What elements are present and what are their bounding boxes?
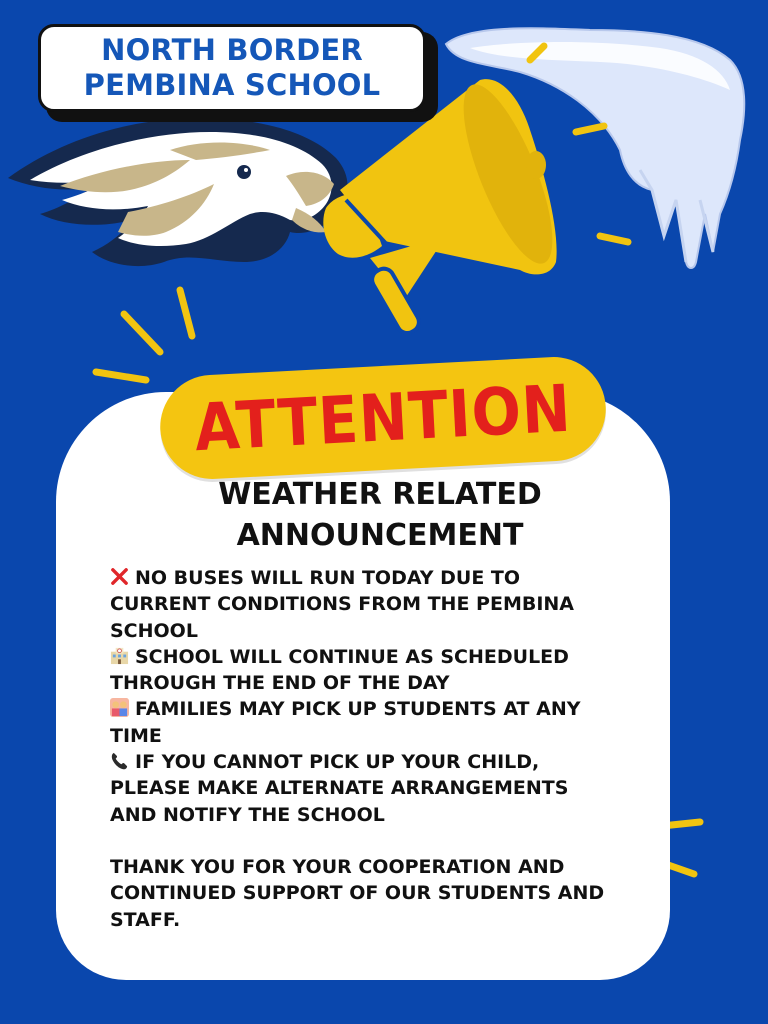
eagle-logo-icon	[8, 118, 348, 266]
notice-item	[110, 644, 650, 697]
school-name-line2: PEMBINA SCHOOL	[83, 68, 381, 102]
notice-line: TIME	[110, 724, 162, 747]
headline-line1: WEATHER RELATED	[218, 477, 542, 512]
school-name-line1: NORTH BORDER	[101, 33, 363, 67]
notice-line: PLEASE MAKE ALTERNATE ARRANGEMENTS	[110, 777, 569, 800]
closing-line: STAFF.	[110, 908, 181, 931]
announcement-body	[110, 565, 650, 933]
school-title-box	[38, 24, 426, 112]
notice-line: SCHOOL WILL CONTINUE AS SCHEDULED	[110, 644, 650, 670]
notice-item	[110, 696, 650, 749]
announcement-headline	[170, 474, 590, 556]
attention-label: ATTENTION	[192, 370, 574, 466]
closing-line: THANK YOU FOR YOUR COOPERATION AND	[110, 855, 565, 878]
notice-item	[110, 749, 650, 828]
notice-line: NO BUSES WILL RUN TODAY DUE TO	[110, 565, 650, 591]
closing-line: CONTINUED SUPPORT OF OUR STUDENTS AND	[110, 882, 605, 905]
notice-line: SCHOOL	[110, 619, 198, 642]
cross-mark-icon	[110, 567, 129, 586]
notice-line: IF YOU CANNOT PICK UP YOUR CHILD,	[110, 749, 650, 775]
school-building-icon	[110, 646, 129, 665]
notice-line: THROUGH THE END OF THE DAY	[110, 672, 450, 695]
notice-item	[110, 565, 650, 644]
notice-line: AND NOTIFY THE SCHOOL	[110, 803, 385, 826]
telephone-icon	[110, 751, 129, 770]
notice-line: CURRENT CONDITIONS FROM THE PEMBINA	[110, 593, 575, 616]
closing-message	[110, 854, 650, 933]
family-icon	[110, 698, 129, 717]
headline-line2: ANNOUNCEMENT	[236, 518, 524, 553]
notice-line: FAMILIES MAY PICK UP STUDENTS AT ANY	[110, 696, 650, 722]
